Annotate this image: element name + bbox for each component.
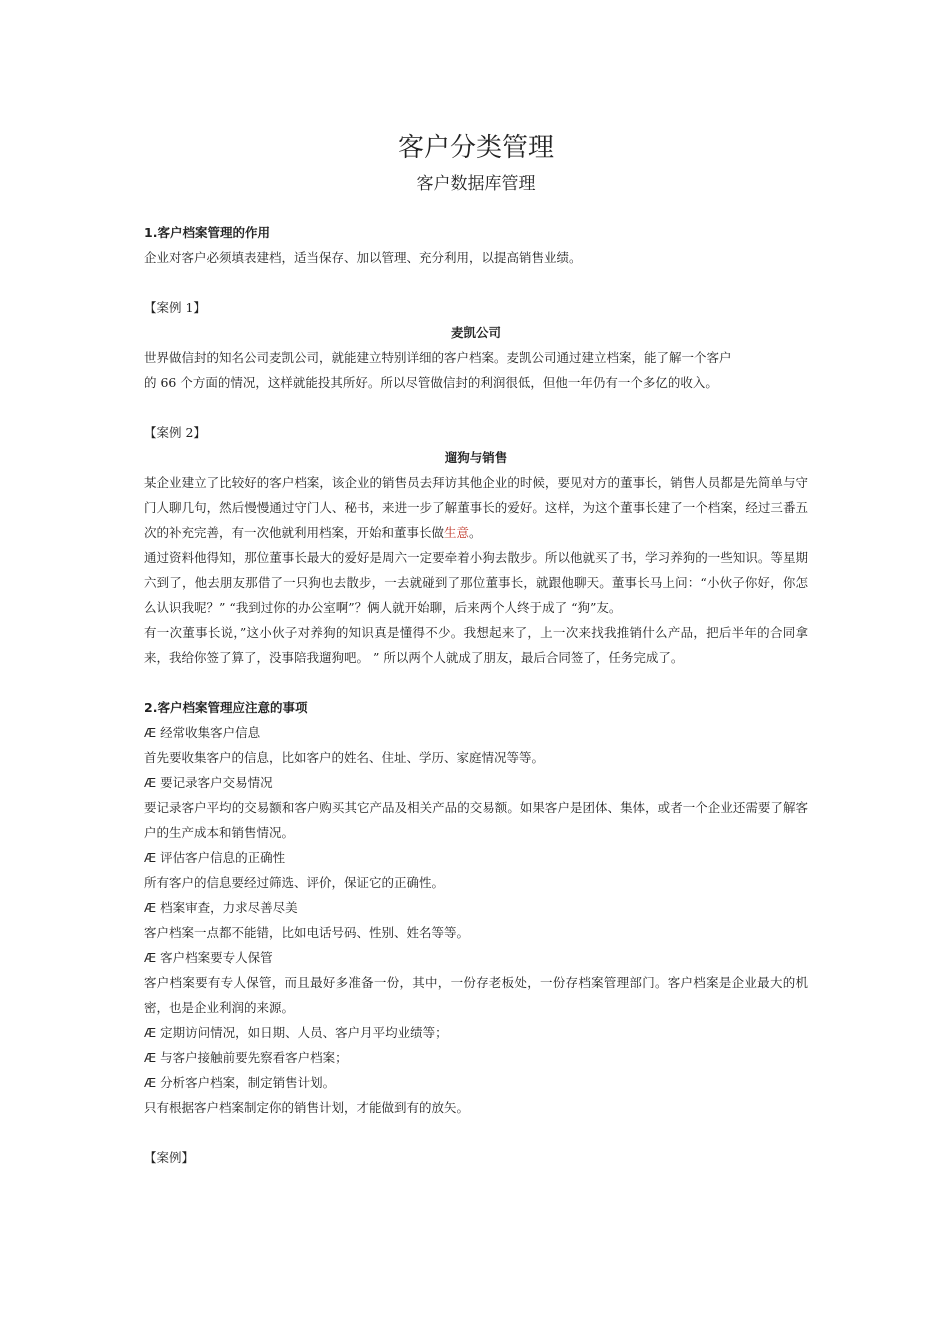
bullet-description: 首先要收集客户的信息，比如客户的姓名、住址、学历、家庭情况等等。 [144, 750, 545, 765]
bullet-text: 客户档案要专人保管 [156, 950, 273, 965]
bullet-text: 评估客户信息的正确性 [156, 850, 286, 865]
bullet-item [144, 720, 808, 745]
bullet-item [144, 895, 808, 920]
case-1-title: 麦凯公司 [450, 325, 501, 340]
bullet-icon: Æ [144, 1050, 157, 1065]
bullet-text: 经常收集客户信息 [156, 725, 261, 740]
case-2-highlight: 生意 [444, 525, 470, 540]
case-3-label: 【案例】 [144, 1150, 195, 1165]
case-2-paragraph-3: 有一次董事长说，”这小伙子对养狗的知识真是懂得不少。我想起来了，上一次来找我推销什么产品，把后半年的合同拿来，我给你签了算了，没事陪我遛狗吧。 ” 所以两个人就成了朋友，最后合同签了，任务完成了。 [144, 625, 808, 665]
bullet-icon: Æ [144, 900, 157, 915]
case-2-title: 遛狗与销售 [444, 450, 508, 465]
page-subtitle: 客户数据库管理 [416, 174, 536, 194]
case-2-label: 【案例 2】 [144, 425, 206, 440]
bullet-icon: Æ [144, 725, 157, 740]
case-1-paragraph-line-1: 世界做信封的知名公司麦凯公司，就能建立特别详细的客户档案。麦凯公司通过建立档案，能了解一个客户 [144, 350, 732, 365]
bullet-icon: Æ [144, 850, 157, 865]
bullet-icon: Æ [144, 1025, 157, 1040]
section-1-intro: 企业对客户必须填表建档，适当保存、加以管理、充分利用，以提高销售业绩。 [144, 250, 582, 265]
bullet-item [144, 770, 808, 795]
bullet-text: 要记录客户交易情况 [156, 775, 273, 790]
case-1-label: 【案例 1】 [144, 300, 206, 315]
bullet-icon: Æ [144, 1075, 157, 1090]
bullet-description: 客户档案一点都不能错，比如电话号码、性别、姓名等等。 [144, 925, 470, 940]
case-2-paragraph-1-text: 某企业建立了比较好的客户档案，该企业的销售员去拜访其他企业的时候，要见对方的董事长，销售人员都是先简单与守门人聊几句，然后慢慢通过守门人、秘书，来进一步了解董事长的爱好。这样，为这个董事长建了一个档案，经过三番五次的补充完善，有一次他就利用档案，开始和董事长做 [144, 475, 808, 540]
section-1-heading: 1.客户档案管理的作用 [144, 225, 270, 240]
bullet-item [144, 945, 808, 970]
bullet-icon: Æ [144, 775, 157, 790]
bullet-text: 定期访问情况，如日期、人员、客户月平均业绩等； [156, 1025, 448, 1040]
bullet-description: 所有客户的信息要经过筛选、评价，保证它的正确性。 [144, 875, 445, 890]
bullet-icon: Æ [144, 950, 157, 965]
case-1-paragraph-line-2: 的 66 个方面的情况，这样就能投其所好。所以尽管做信封的利润很低，但他一年仍有一个多亿的收入。 [144, 375, 718, 390]
case-2-paragraph-1-end: 。 [469, 525, 482, 540]
bullet-text: 分析客户档案，制定销售计划。 [156, 1075, 336, 1090]
bullet-item [144, 1045, 808, 1070]
bullet-text: 档案审查，力求尽善尽美 [156, 900, 298, 915]
case-2-paragraph-1 [144, 470, 808, 545]
closing-text: 只有根据客户档案制定你的销售计划，才能做到有的放矢。 [144, 1100, 470, 1115]
bullet-description: 客户档案要有专人保管，而且最好多准备一份，其中，一份存老板处，一份存档案管理部门。客户档案是企业最大的机密，也是企业利润的来源。 [144, 975, 808, 1015]
bullet-item [144, 1020, 808, 1045]
section-2-heading: 2.客户档案管理应注意的事项 [144, 700, 308, 715]
bullet-description: 要记录客户平均的交易额和客户购买其它产品及相关产品的交易额。如果客户是团体、集体，或者一个企业还需要了解客户的生产成本和销售情况。 [144, 800, 808, 840]
document-page [144, 128, 808, 1170]
bullet-item [144, 845, 808, 870]
case-2-paragraph-2: 通过资料他得知，那位董事长最大的爱好是周六一定要牵着小狗去散步。所以他就买了书，学习养狗的一些知识。等星期六到了，他去朋友那借了一只狗也去散步，一去就碰到了那位董事长，就跟他聊天。董事长马上问：“小伙子你好，你怎么认识我呢？” “我到过你的办公室啊”？俩人就开始聊，后来两个人终于成了 “狗”友。 [144, 550, 808, 615]
bullet-text: 与客户接触前要先察看客户档案； [156, 1050, 348, 1065]
bullet-item [144, 1070, 808, 1095]
page-title: 客户分类管理 [397, 133, 554, 163]
